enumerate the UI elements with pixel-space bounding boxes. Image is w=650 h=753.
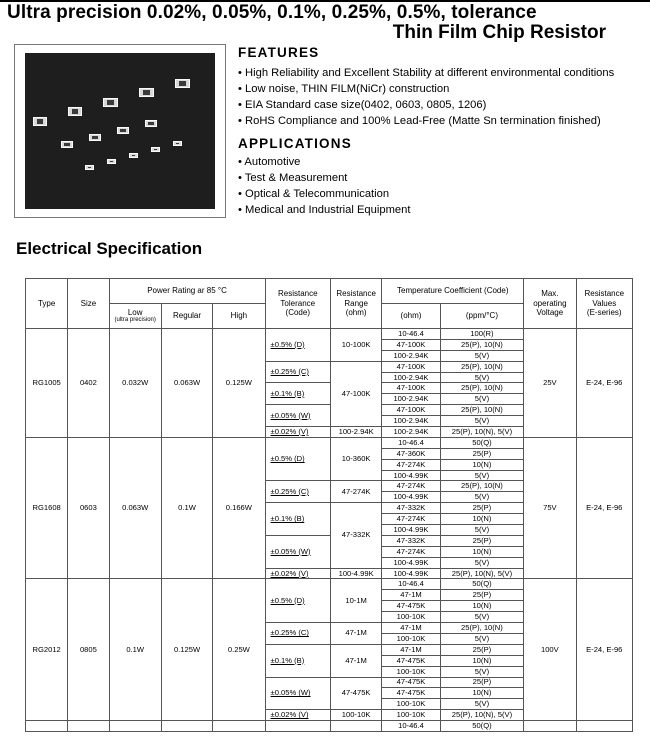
- table-row: 100-2.94K 5(V): [26, 394, 633, 405]
- table-row: ±0.02% (V) 100-4.99K 100-4.99K 25(P), 10(N), 5(V): [26, 568, 633, 579]
- features-item: • Low noise, THIN FILM(NiCr) construction: [238, 81, 614, 97]
- table-row: ±0.02% (V) 100-2.94K 100-2.94K 25(P), 10(N), 5(V): [26, 427, 633, 438]
- table-row: 100-4.99K 5(V): [26, 470, 633, 481]
- table-row: RG2012 0805 0.1W 0.125W 0.25W ±0.5% (D) 10-1M 10-46.4 50(Q) 100V E-24, E-96: [26, 579, 633, 590]
- features-heading: FEATURES: [238, 45, 320, 60]
- table-row: ±0.05% (W) 47-332K 25(P): [26, 535, 633, 546]
- table-row: RG1608 0603 0.063W 0.1W 0.166W ±0.5% (D) 10-360K 10-46.4 50(Q) 75V E-24, E-96: [26, 437, 633, 448]
- table-row: 47-274K 10(N): [26, 514, 633, 525]
- table-row: 47-100K 25(P), 10(N): [26, 339, 633, 350]
- table-row: 47-360K 25(P): [26, 448, 633, 459]
- table-row: 47-274K 10(N): [26, 546, 633, 557]
- table-row: 47-475K 10(N): [26, 688, 633, 699]
- page-subtitle: Thin Film Chip Resistor: [392, 22, 606, 43]
- header-eseries: Resistance Values (E-series): [576, 279, 632, 329]
- table-row: 100-10K 5(V): [26, 699, 633, 710]
- table-row: 100-10K 5(V): [26, 633, 633, 644]
- features-list: [238, 65, 614, 129]
- applications-heading: APPLICATIONS: [238, 136, 352, 151]
- table-row: 100-4.99K 5(V): [26, 525, 633, 536]
- table-row: 47-1M 25(P): [26, 590, 633, 601]
- table-row: ±0.1% (B) 47-100K 25(P), 10(N): [26, 383, 633, 394]
- table-row: ±0.05% (W) 47-100K 25(P), 10(N): [26, 405, 633, 416]
- applications-item: • Automotive: [238, 154, 410, 170]
- table-row: ±0.25% (C) 47-1M 47-1M 25(P), 10(N): [26, 623, 633, 634]
- table-row: 47-274K 10(N): [26, 459, 633, 470]
- header-type: Type: [26, 279, 68, 329]
- applications-item: • Optical & Telecommunication: [238, 186, 410, 202]
- table-row: 100-10K 5(V): [26, 612, 633, 623]
- header-range: Resistance Range (ohm): [330, 279, 381, 329]
- applications-item: • Medical and Industrial Equipment: [238, 202, 410, 218]
- table-row: 100-4.99K 5(V): [26, 557, 633, 568]
- page-title: Ultra precision 0.02%, 0.05%, 0.1%, 0.25%, 0.5%, tolerance: [7, 2, 537, 23]
- product-photo: [14, 44, 226, 218]
- table-row: 100-4.99K 5(V): [26, 492, 633, 503]
- table-row: 47-475K 10(N): [26, 601, 633, 612]
- table-row: ±0.02% (V) 100-10K 100-10K 25(P), 10(N), 5(V): [26, 710, 633, 721]
- features-item: • High Reliability and Excellent Stability at different environmental conditions: [238, 65, 614, 81]
- table-row: 100-10K 5(V): [26, 666, 633, 677]
- applications-item: • Test & Measurement: [238, 170, 410, 186]
- table-row: 100-2.94K 5(V): [26, 372, 633, 383]
- table-row: ±0.05% (W) 47-475K 47-475K 25(P): [26, 677, 633, 688]
- table-row: 100-2.94K 5(V): [26, 416, 633, 427]
- table-row: ±0.25% (C) 47-274K 47-274K 25(P), 10(N): [26, 481, 633, 492]
- chip-resistors-image: [25, 53, 215, 209]
- header-regular: Regular: [161, 304, 212, 329]
- header-tc-ohm: (ohm): [382, 304, 440, 329]
- header-tc-ppm: (ppm/°C): [440, 304, 524, 329]
- table-row: RG1005 0402 0.032W 0.063W 0.125W ±0.5% (D) 10-100K 10-46.4 100(R) 25V E-24, E-96: [26, 329, 633, 340]
- header-tolerance: Resistance Tolerance (Code): [265, 279, 330, 329]
- header-high: High: [213, 304, 265, 329]
- table-row: 100-2.94K 5(V): [26, 350, 633, 361]
- header-low: Low (ultra precision): [109, 304, 161, 329]
- table-row: 47-475K 10(N): [26, 655, 633, 666]
- table-row: ±0.1% (B) 47-1M 47-1M 25(P): [26, 644, 633, 655]
- features-item: • EIA Standard case size(0402, 0603, 0805, 1206): [238, 97, 614, 113]
- features-item: • RoHS Compliance and 100% Lead-Free (Matte Sn termination finished): [238, 113, 614, 129]
- header-voltage: Max. operating Voltage: [524, 279, 576, 329]
- table-row: ±0.1% (B) 47-332K 47-332K 25(P): [26, 503, 633, 514]
- table-row: ±0.25% (C) 47-100K 47-100K 25(P), 10(N): [26, 361, 633, 372]
- electrical-spec-table: [25, 278, 633, 732]
- table-row: 10-46.4 50(Q): [26, 721, 633, 732]
- header-size: Size: [68, 279, 109, 329]
- header-power: Power Rating ar 85 °C: [109, 279, 265, 304]
- section-title: Electrical Specification: [16, 239, 203, 258]
- header-temp-coef: Temperature Coefficient (Code): [382, 279, 524, 304]
- applications-list: [238, 154, 410, 218]
